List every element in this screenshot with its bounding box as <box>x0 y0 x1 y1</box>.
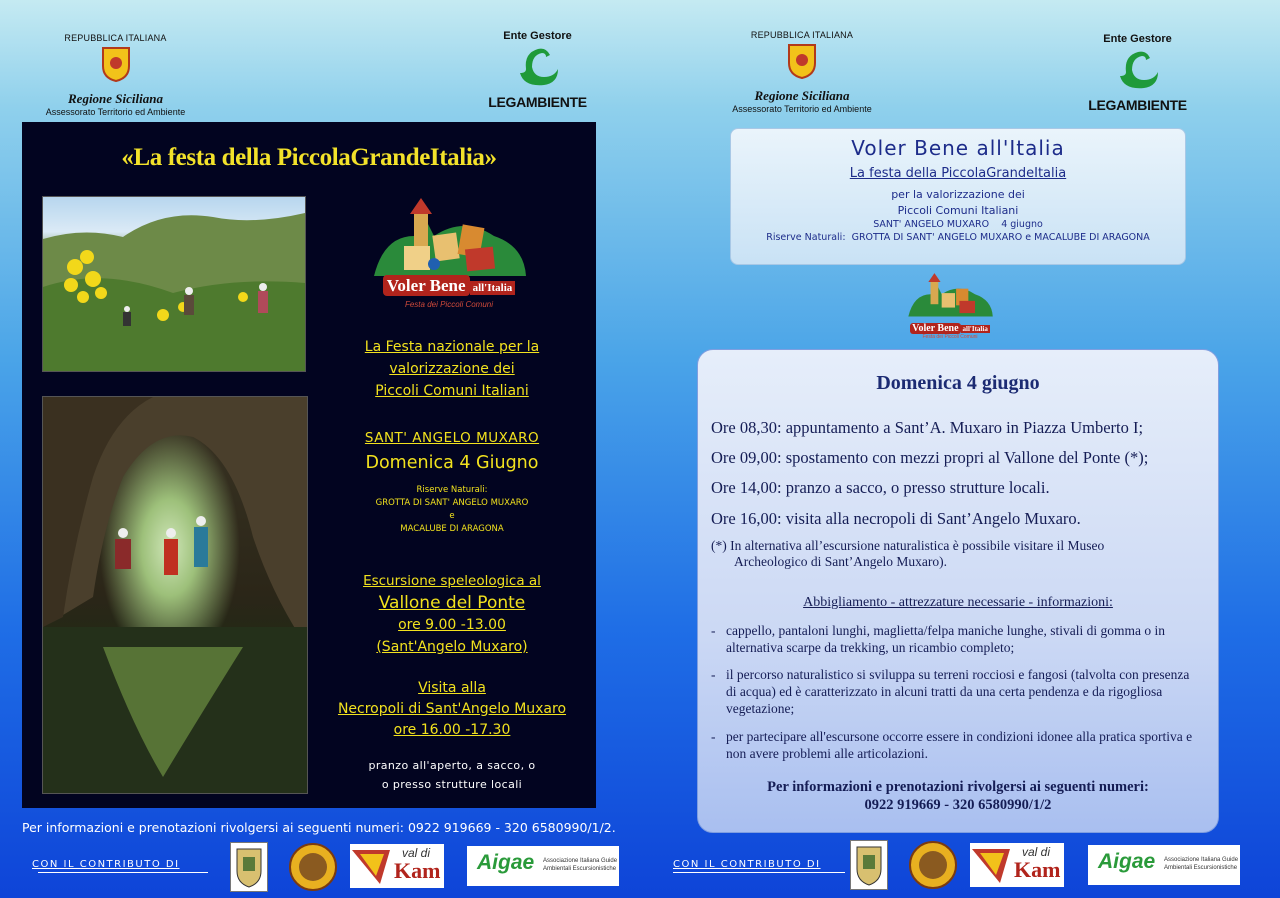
reserve-2: MACALUBE DI ARAGONA <box>400 524 504 534</box>
place-text: SANT' ANGELO MUXARO <box>364 430 540 446</box>
hills-photo <box>42 196 306 372</box>
republic-text: REPUBBLICA ITALIANA <box>64 33 167 43</box>
region-text: Regione Siciliana <box>68 91 163 106</box>
cave-photo <box>42 396 308 794</box>
crest-icon <box>231 843 267 891</box>
legambiente-logo-right <box>1080 33 1195 113</box>
regione-siciliana-logo-right <box>722 30 882 114</box>
kam-text-right: Kam <box>1014 857 1061 882</box>
visit-place: Necropoli di Sant'Angelo Muxaro <box>337 701 567 717</box>
republic-text-right: REPUBBLICA ITALIANA <box>750 30 854 40</box>
note-line-1: (*) In alternativa all’escursione naturalistica è possibile visitare il Museo <box>711 538 1105 553</box>
program-item-2: Ore 09,00: spostamento con mezzi propri al Vallone del Ponte (*); <box>711 448 1149 467</box>
bullet-1: - cappello, pantaloni lunghi, maglietta/felpa maniche lunghe, stivali di gomma o in alternativa scarpe da trekking, un ricambio completo; <box>711 622 1201 656</box>
legambiente-text: LEGAMBIENTE <box>488 94 587 110</box>
program-box <box>697 349 1219 833</box>
program-item-1: Ore 08,30: appuntamento a Sant’A. Muxaro in Piazza Umberto I; <box>711 418 1144 437</box>
bullet-1-text: cappello, pantaloni lunghi, maglietta/felpa maniche lunghe, stivali di gomma o in alternativa scarpe da trekking, un ricambio completo; <box>726 623 1166 655</box>
valdikam-logo <box>350 844 444 888</box>
footer-info-text: Per informazioni e prenotazioni rivolgersi ai seguenti numeri: 0922 919669 - 320 6580990/1/2. <box>22 820 616 835</box>
program-heading: Domenica 4 giugno <box>876 372 1040 394</box>
aigae-sub-2-right: Ambientali Escursionistiche <box>1164 865 1238 871</box>
festa-line-2: valorizzazione dei <box>389 361 515 377</box>
legambiente-text-right: LEGAMBIENTE <box>1088 97 1187 113</box>
emblem-icon <box>908 840 958 890</box>
swan-icon <box>514 43 562 89</box>
visit-block <box>302 678 602 741</box>
valdi-text: val di <box>402 846 431 860</box>
info-block <box>698 778 1218 814</box>
excursion-place: Vallone del Ponte <box>378 593 526 613</box>
region-text-right: Regione Siciliana <box>754 88 850 103</box>
department-text: Assessorato Territorio ed Ambiente <box>45 107 186 117</box>
contrib-underline <box>38 872 208 873</box>
summary-place: SANT' ANGELO MUXARO <box>873 219 990 230</box>
summary-subtitle: La festa della PiccolaGrandeItalia <box>849 166 1067 181</box>
voler-bene-logo <box>364 196 534 321</box>
aigae-text: Aigae <box>477 851 535 874</box>
contrib-underline-right <box>673 872 845 873</box>
lunch-line-1: pranzo all'aperto, a sacco, o <box>368 759 536 772</box>
flyer-title: «La festa della PiccolaGrandeItalia» <box>121 144 497 171</box>
bullet-3: - per partecipare all'escursone occorre essere in condizioni idonee alla pratica sportiva e non avere problemi alle articolazioni. <box>711 728 1201 762</box>
regione-siciliana-logo <box>38 33 193 117</box>
sponsor-emblem-right <box>908 840 958 890</box>
village-illustration-icon <box>364 196 534 286</box>
lunch-block <box>322 756 582 794</box>
visit-label: Visita alla <box>418 680 486 696</box>
info-phone: 0922 919669 - 320 6580990/1/2 <box>864 797 1052 813</box>
excursion-block <box>302 570 602 658</box>
aigae-text-right: Aigae <box>1098 850 1156 873</box>
sponsor-emblem-1 <box>288 842 338 892</box>
reserves-label: Riserve Naturali: <box>416 485 488 495</box>
bullet-3-text: per partecipare all'escursone occorre essere in condizioni idonee alla pratica sportiva e non avere problemi alle articolazioni. <box>726 729 1193 761</box>
department-text-right: Assessorato Territorio ed Ambiente <box>732 104 872 114</box>
contrib-label: CON IL CONTRIBUTO DI <box>32 859 180 870</box>
cave-illustration <box>43 397 307 793</box>
sicily-shield-icon <box>101 46 131 82</box>
summary-line-1: per la valorizzazione dei <box>891 188 1025 201</box>
valdi-text-right: val di <box>1022 845 1051 859</box>
hills-illustration <box>43 197 305 371</box>
visit-time: ore 16.00 -17.30 <box>393 722 511 738</box>
aigae-sub-1-right: Associazione Italiana Guide <box>1164 857 1239 863</box>
date-text: Domenica 4 Giugno <box>365 453 539 473</box>
aigae-sub-1: Associazione Italiana Guide <box>543 858 618 864</box>
reserve-1: GROTTA DI SANT' ANGELO MUXARO <box>375 498 529 508</box>
village-illustration-icon <box>900 272 1000 322</box>
aigae-logo <box>467 846 619 886</box>
small-logo-sub-text: Festa dei Piccoli Comuni <box>922 334 978 340</box>
ente-gestore-text: Ente Gestore <box>503 30 572 42</box>
municipality-crest-right <box>850 840 888 890</box>
aigae-logo-right <box>1088 845 1240 885</box>
summary-reserves-label: Riserve Naturali: <box>766 232 846 243</box>
festa-line-1: La Festa nazionale per la <box>364 339 540 355</box>
reserve-and: e <box>449 511 455 521</box>
festa-block <box>322 336 582 402</box>
summary-title: Voler Bene all'Italia <box>851 136 1065 160</box>
small-logo-main-text: Voler Bene <box>912 323 959 334</box>
lunch-line-2: o presso strutture locali <box>381 778 523 791</box>
voler-bene-logo-small <box>900 272 1000 344</box>
valdikam-logo-right <box>970 843 1064 887</box>
summary-line-2: Piccoli Comuni Italiani <box>897 204 1019 217</box>
kam-text: Kam <box>394 858 441 883</box>
summary-date: 4 giugno <box>1001 219 1043 230</box>
reserves-block <box>322 484 582 536</box>
sicily-shield-icon <box>787 43 817 79</box>
info-line-1: Per informazioni e prenotazioni rivolgersi ai seguenti numeri: <box>767 779 1149 795</box>
excursion-label: Escursione speleologica al <box>363 573 541 589</box>
aigae-sub-2: Ambientali Escursionistiche <box>543 866 617 872</box>
bullet-2-text: il percorso naturalistico si sviluppa su terreni rocciosi e fangosi (talvolta con presenza di acqua) ed è caratterizzato in alcuni tratti da una certa pendenza e da rigogliosa vegetazione; <box>726 667 1190 716</box>
program-item-4: Ore 16,00: visita alla necropoli di Sant’Angelo Muxaro. <box>711 509 1081 528</box>
left-flyer-panel <box>22 122 596 808</box>
swan-icon <box>1114 46 1162 92</box>
municipality-crest <box>230 842 268 892</box>
logo-sub-text: Festa dei Piccoli Comuni <box>404 300 494 309</box>
event-summary-box <box>730 128 1186 265</box>
bullet-2: - il percorso naturalistico si sviluppa su terreni rocciosi e fangosi (talvolta con presenza di acqua) ed è caratterizzato in alcuni tratti da una certa pendenza e da rigogliosa vegetazione; <box>711 666 1201 717</box>
emblem-icon <box>288 842 338 892</box>
note-line-2: Archeologico di Sant’Angelo Muxaro). <box>734 554 947 569</box>
crest-icon <box>851 841 887 889</box>
ente-gestore-text-right: Ente Gestore <box>1103 33 1172 45</box>
equipment-heading: Abbigliamento - attrezzature necessarie - informazioni: <box>803 595 1113 610</box>
summary-reserves: GROTTA DI SANT' ANGELO MUXARO e MACALUBE DI ARAGONA <box>851 232 1150 243</box>
program-item-3: Ore 14,00: pranzo a sacco, o presso strutture locali. <box>711 478 1050 497</box>
small-logo-small-text: all'Italia <box>962 325 988 333</box>
contrib-label-right: CON IL CONTRIBUTO DI <box>673 859 821 870</box>
legambiente-logo <box>480 30 595 110</box>
logo-small-text: all'Italia <box>470 281 516 295</box>
excursion-location: (Sant'Angelo Muxaro) <box>376 639 528 655</box>
excursion-time: ore 9.00 -13.00 <box>398 617 506 633</box>
festa-line-3: Piccoli Comuni Italiani <box>375 383 529 399</box>
logo-main-text: Voler Bene <box>383 275 470 296</box>
